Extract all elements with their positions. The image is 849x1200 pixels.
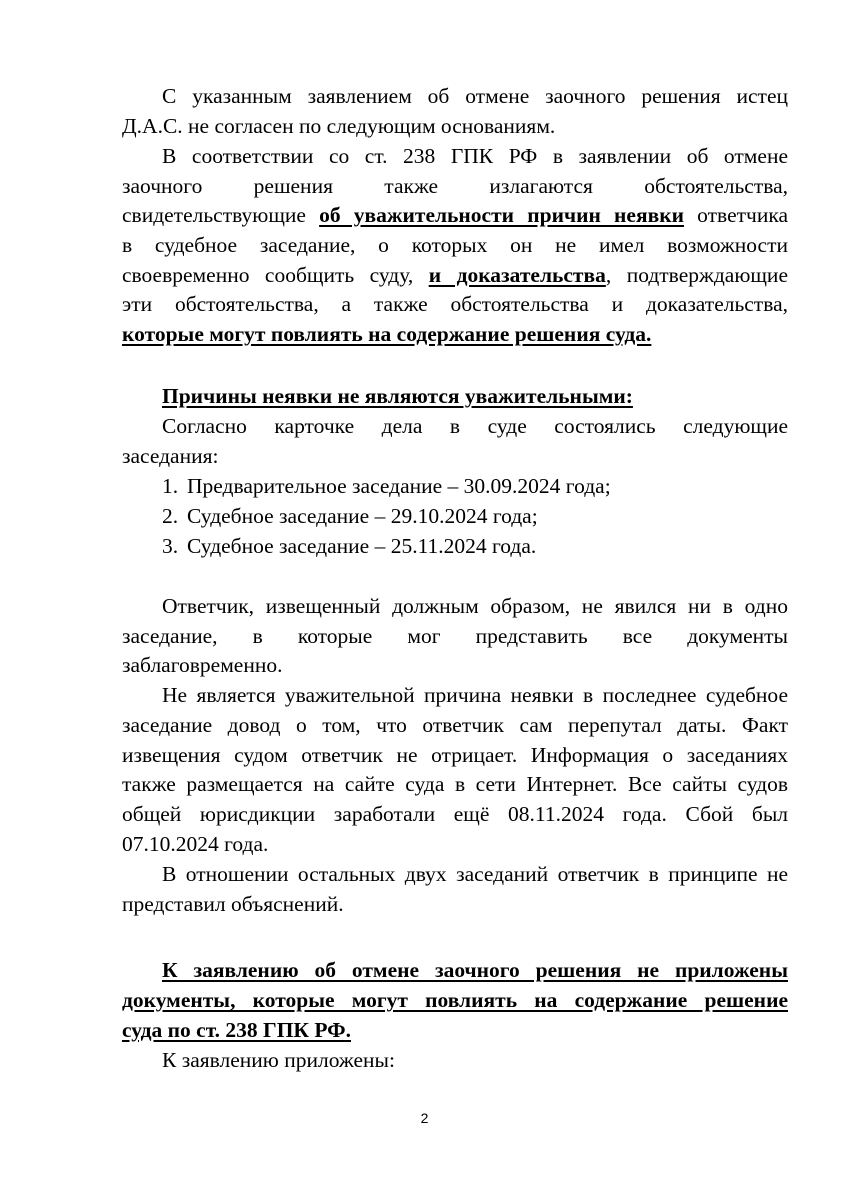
text-run: своевременно сообщить суду, [122, 263, 429, 287]
list-number: 3. [162, 534, 179, 558]
list-number: 1. [162, 474, 179, 498]
paragraph-line: Ответчик, извещенный должным образом, не явился ни в одно [162, 594, 788, 618]
text-run: ответчика [684, 203, 788, 227]
paragraph-line: в судебное заседание, о которых он не имел возможности [122, 233, 788, 257]
list-text: Судебное заседание – 25.11.2024 года. [187, 534, 537, 558]
paragraph-line: К заявлению приложены: [162, 1048, 395, 1072]
paragraph-line: 07.10.2024 года. [122, 832, 269, 856]
page-number: 2 [420, 1110, 429, 1126]
section-heading [122, 956, 788, 986]
text-run: , подтверждающие [605, 263, 788, 287]
paragraph-line: извещения судом ответчик не отрицает. Информация о заседаниях [122, 743, 788, 767]
list-text: Судебное заседание – 29.10.2024 года; [187, 504, 538, 528]
paragraph-line [122, 261, 788, 291]
section-heading-text: К заявлению об отмене заочного решения не приложены [162, 958, 788, 982]
section-heading-text: Причины неявки не являются уважительными: [162, 384, 633, 408]
paragraph-line [122, 201, 788, 231]
paragraph-line: заседание довод о том, что ответчик сам перепутал даты. Факт [122, 713, 788, 737]
paragraph-line: заблаговременно. [122, 653, 283, 677]
paragraph-line: также размещается на сайте суда в сети Интернет. Все сайты судов [122, 772, 788, 796]
section-heading [122, 382, 788, 412]
emphasis-underlined: и доказательства [428, 263, 606, 287]
paragraph-line: представил объяснений. [122, 892, 344, 916]
list-item [162, 502, 762, 532]
paragraph-line: Д.А.С. не согласен по следующим основаниям. [122, 114, 556, 138]
paragraph-line: общей юрисдикции заработали ещё 08.11.2024 года. Сбой был [122, 802, 788, 826]
section-heading [122, 1016, 788, 1046]
paragraph-line: заседания: [122, 444, 219, 468]
emphasis-underlined: которые могут повлиять на содержание решения суда. [122, 322, 652, 346]
list-number: 2. [162, 504, 179, 528]
paragraph-line: эти обстоятельства, а также обстоятельства и доказательства, [122, 292, 788, 316]
paragraph-line [122, 320, 788, 350]
list-text: Предварительное заседание – 30.09.2024 года; [187, 474, 611, 498]
section-heading-text: суда по ст. 238 ГПК РФ. [122, 1018, 352, 1042]
section-heading [122, 986, 788, 1016]
list-item [162, 532, 762, 562]
section-heading-text: документы, которые могут повлиять на содержание решение [122, 988, 788, 1012]
list-item [162, 472, 762, 502]
paragraph-line: Согласно карточке дела в суде состоялись следующие [162, 414, 788, 438]
paragraph-line: Не является уважительной причина неявки в последнее судебное [162, 683, 788, 707]
paragraph-line: В соответствии со ст. 238 ГПК РФ в заявлении об отмене [162, 144, 788, 168]
text-run: свидетельствующие [122, 203, 320, 227]
paragraph-line: заседание, в которые мог представить все документы [122, 624, 788, 648]
paragraph-line: В отношении остальных двух заседаний ответчик в принципе не [162, 862, 788, 886]
paragraph-line: С указанным заявлением об отмене заочного решения истец [162, 84, 788, 108]
paragraph-line: заочного решения также излагаются обстоятельства, [122, 174, 788, 198]
emphasis-underlined: об уважительности причин неявки [319, 203, 684, 227]
